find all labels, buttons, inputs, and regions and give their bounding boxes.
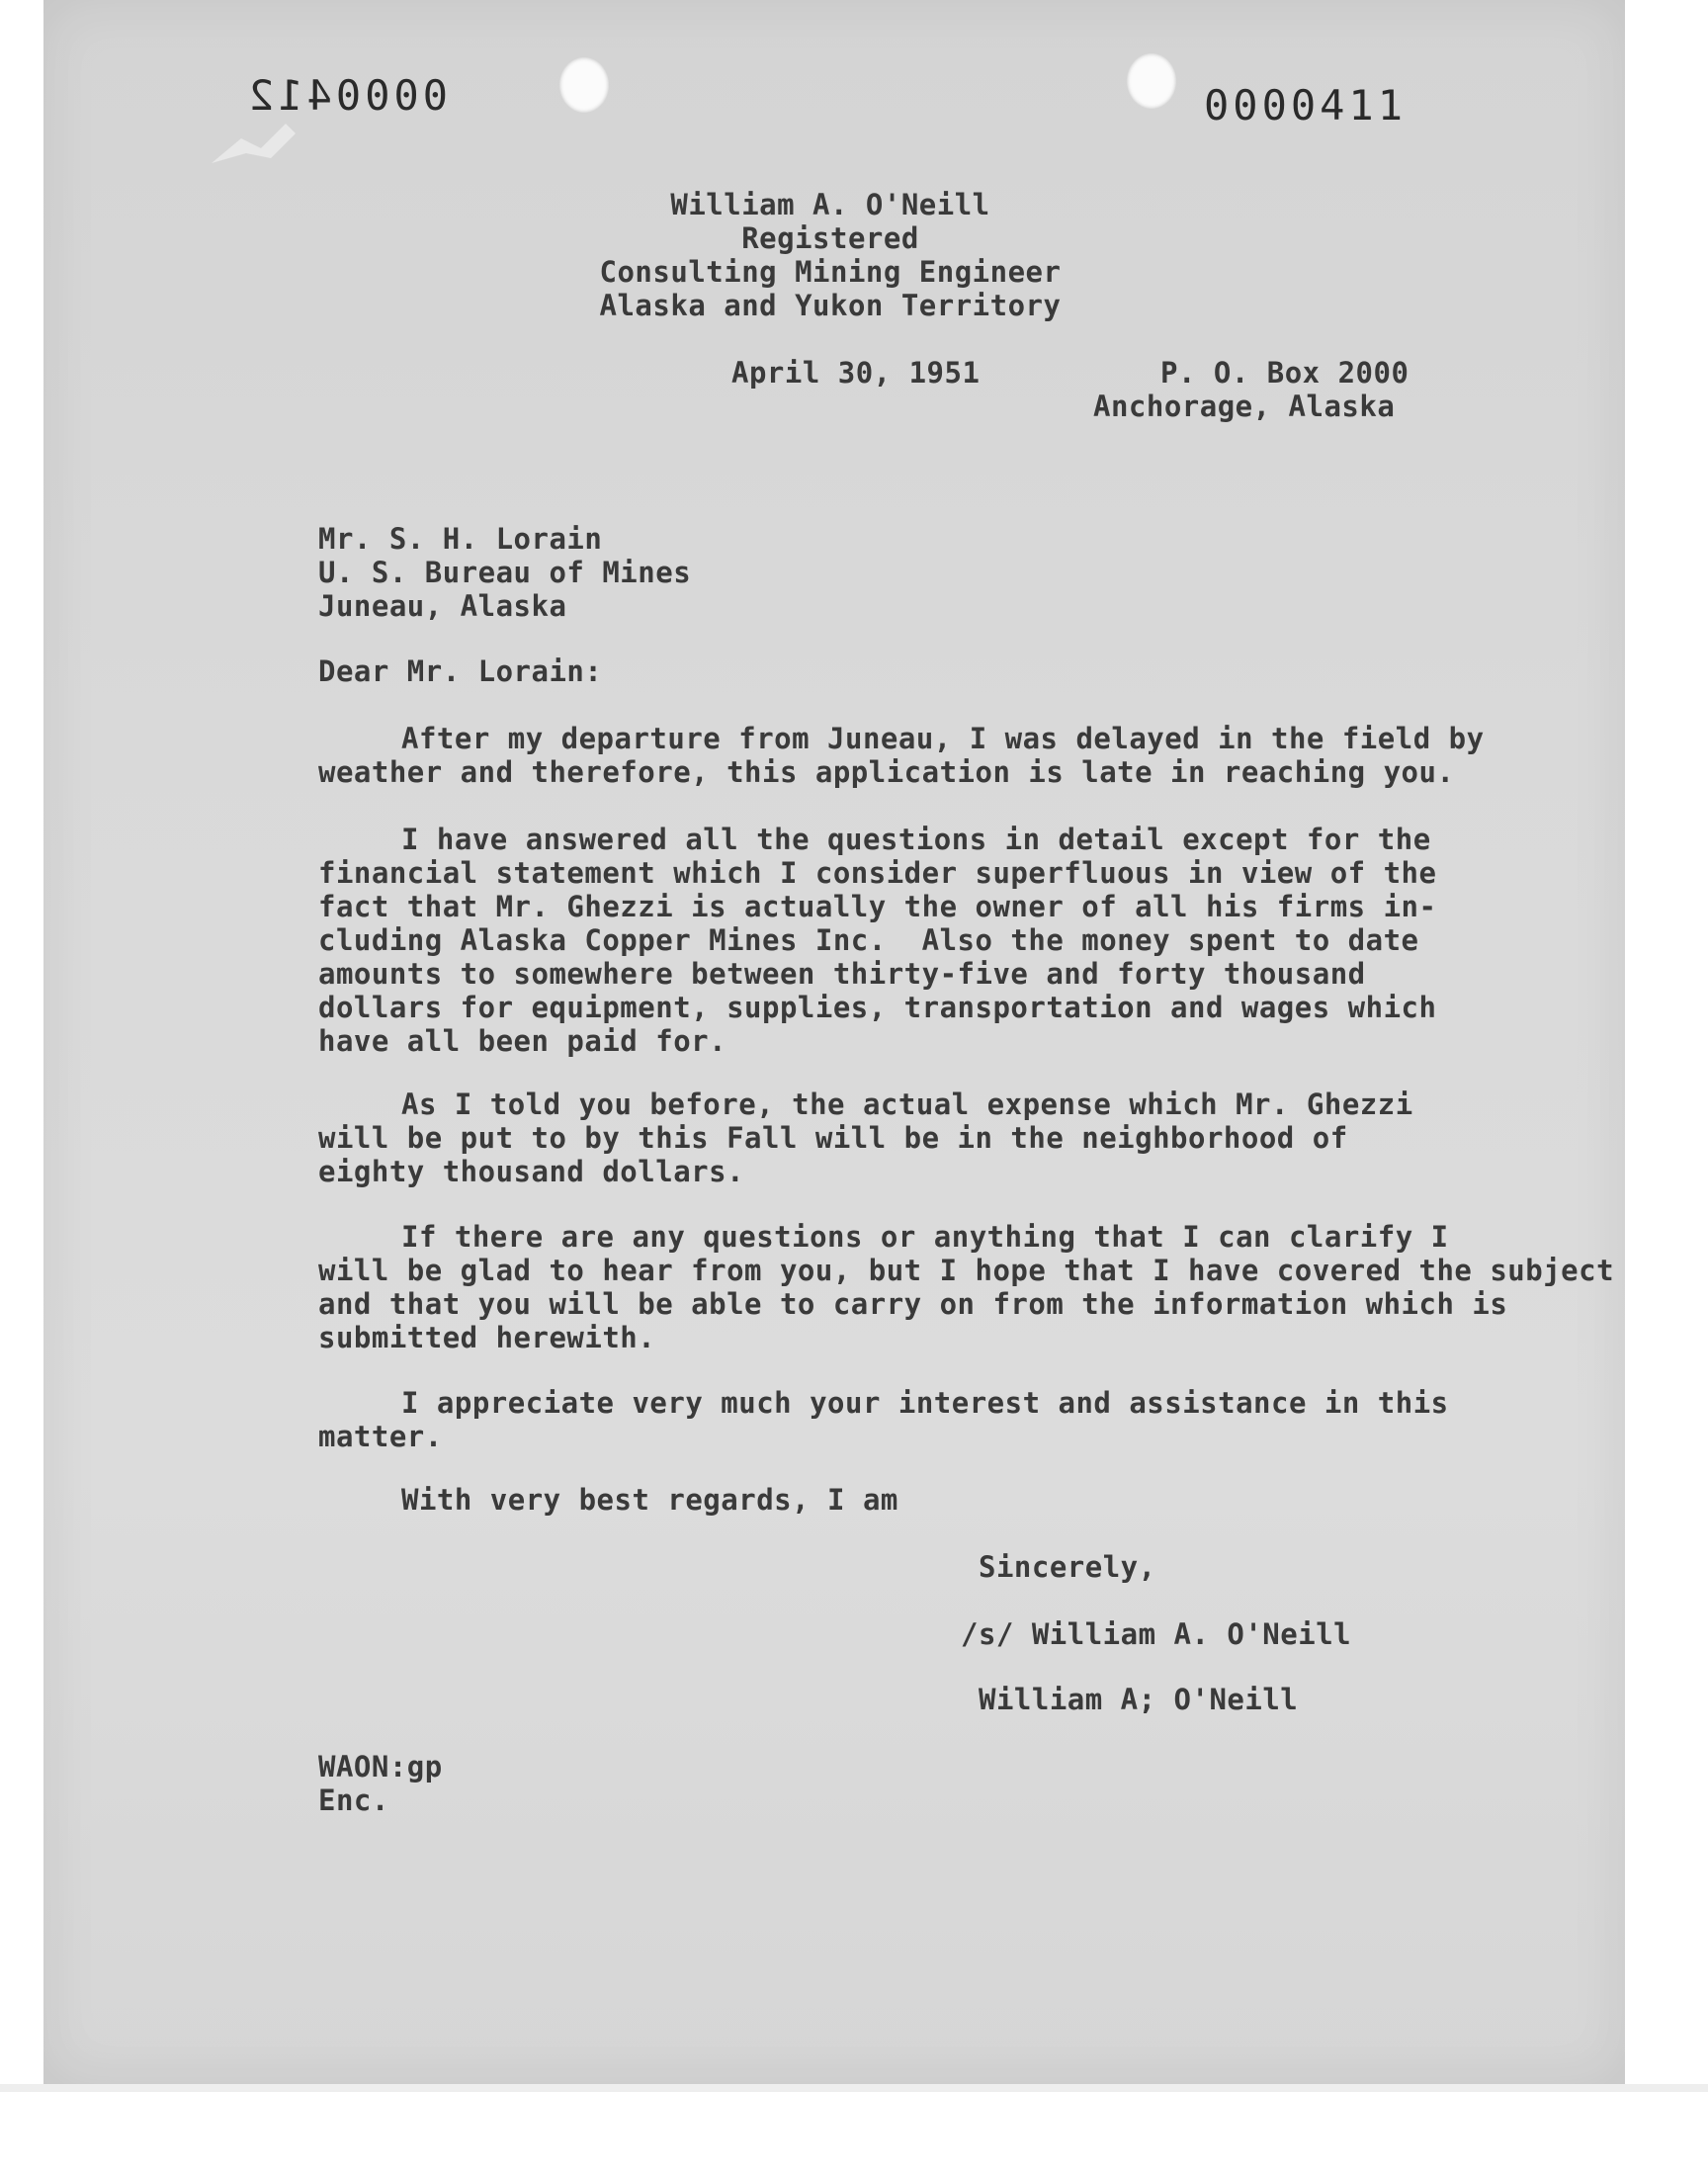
paragraph-5-line-2: matter. [318, 1420, 443, 1453]
letterhead-registered: Registered [741, 221, 919, 255]
paragraph-4-line-4: submitted herewith. [318, 1321, 656, 1354]
paragraph-2-line-4: cluding Alaska Copper Mines Inc. Also the money spent to date [318, 923, 1419, 957]
salutation: Dear Mr. Lorain: [318, 654, 603, 688]
recipient-city: Juneau, Alaska [318, 589, 567, 623]
stamp-number-left: 0000412 [245, 71, 449, 120]
recipient-org: U. S. Bureau of Mines [318, 556, 692, 589]
letterhead-title: Consulting Mining Engineer [599, 255, 1062, 289]
paragraph-2-line-1: I have answered all the questions in detail except for the [401, 823, 1431, 856]
paragraph-2-line-5: amounts to somewhere between thirty-five and forty thousand [318, 957, 1366, 991]
letter-date: April 30, 1951 [731, 356, 981, 390]
letterhead-name: William A. O'Neill [670, 188, 990, 221]
closing-typed-name: William A; O'Neill [979, 1683, 1299, 1716]
scan-bottom-edge [0, 2084, 1708, 2092]
paragraph-6-line-1: With very best regards, I am [401, 1483, 898, 1517]
closing-sincerely: Sincerely, [979, 1550, 1156, 1584]
stamp-number-right: 0000411 [1204, 81, 1408, 130]
paragraph-2-line-3: fact that Mr. Ghezzi is actually the owner of all his firms in- [318, 890, 1437, 923]
closing-signature: /s/ William A. O'Neill [961, 1617, 1352, 1651]
paragraph-1-line-2: weather and therefore, this application is late in reaching you. [318, 755, 1455, 789]
typist-initials: WAON:gp [318, 1750, 443, 1784]
paragraph-3-line-1: As I told you before, the actual expense which Mr. Ghezzi [401, 1088, 1413, 1121]
punch-hole-left [559, 57, 609, 113]
paragraph-4-line-3: and that you will be able to carry on from the information which is [318, 1287, 1508, 1321]
paragraph-1-line-1: After my departure from Juneau, I was delayed in the field by [401, 722, 1485, 755]
paragraph-2-line-6: dollars for equipment, supplies, transportation and wages which [318, 991, 1437, 1024]
paragraph-3-line-2: will be put to by this Fall will be in the neighborhood of [318, 1121, 1348, 1155]
sender-po-box: P. O. Box 2000 [1160, 356, 1409, 390]
paragraph-4-line-1: If there are any questions or anything that I can clarify I [401, 1220, 1449, 1254]
paragraph-4-line-2: will be glad to hear from you, but I hope that I have covered the subject [318, 1254, 1615, 1287]
paragraph-5-line-1: I appreciate very much your interest and assistance in this [401, 1386, 1449, 1420]
sender-city: Anchorage, Alaska [1093, 390, 1396, 423]
recipient-name: Mr. S. H. Lorain [318, 522, 603, 556]
punch-hole-right [1127, 53, 1176, 109]
paragraph-2-line-7: have all been paid for. [318, 1024, 727, 1058]
paragraph-2-line-2: financial statement which I consider superfluous in view of the [318, 856, 1437, 890]
paragraph-3-line-3: eighty thousand dollars. [318, 1155, 745, 1188]
enclosure-note: Enc. [318, 1784, 389, 1817]
letterhead-region: Alaska and Yukon Territory [599, 289, 1062, 322]
